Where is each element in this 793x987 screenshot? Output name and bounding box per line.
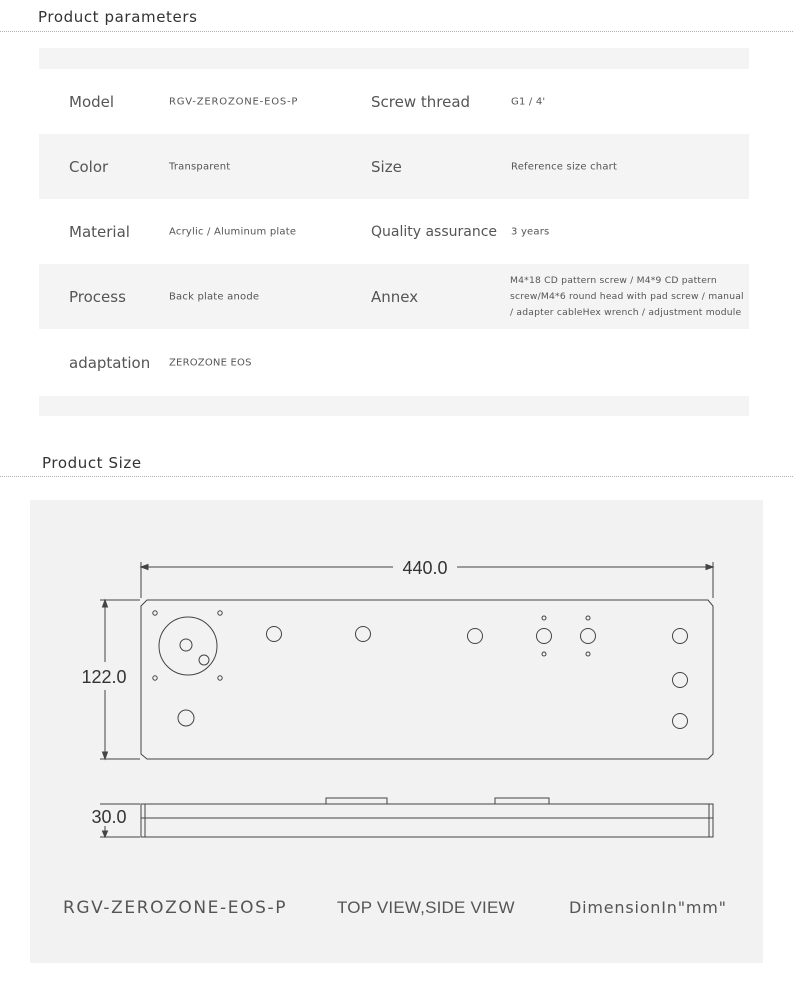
top-view-plate — [141, 600, 713, 759]
param-label-adaptation: adaptation — [69, 353, 151, 372]
param-label-size: Size — [371, 157, 402, 176]
param-value-color: Transparent — [169, 161, 231, 172]
param-value-size: Reference size chart — [511, 161, 618, 172]
height-dimension-label: 122.0 — [81, 667, 127, 687]
caption-unit: DimensionIn"mm" — [569, 898, 727, 917]
param-label-quality-assurance: Quality assurance — [371, 223, 498, 240]
caption-model: RGV-ZEROZONE-EOS-P — [63, 898, 288, 918]
param-value-model: RGV-ZEROZONE-EOS-P — [169, 96, 299, 107]
thickness-dimension-label: 30.0 — [91, 807, 127, 827]
param-value-adaptation: ZEROZONE EOS — [169, 357, 252, 368]
param-value-screw-thread: G1 / 4' — [511, 96, 546, 107]
width-dimension-label: 440.0 — [402, 558, 448, 578]
param-label-annex: Annex — [371, 287, 419, 306]
params-section-title: Product parameters — [38, 8, 198, 26]
param-label-color: Color — [69, 157, 109, 176]
param-label-process: Process — [69, 287, 126, 306]
param-value-process: Back plate anode — [169, 291, 260, 302]
param-value-material: Acrylic / Aluminum plate — [169, 226, 297, 237]
param-label-model: Model — [69, 92, 115, 111]
param-label-material: Material — [69, 222, 130, 241]
size-section-title: Product Size — [42, 454, 142, 472]
param-label-screw-thread: Screw thread — [371, 92, 471, 111]
param-value-annex: M4*18 CD pattern screw / M4*9 CD pattern screw/M4*6 round head with pad screw / manual / adapter cableHex wrench / adjustment module — [510, 274, 744, 318]
caption-views: TOP VIEW,SIDE VIEW — [337, 898, 515, 917]
param-value-quality-assurance: 3 years — [511, 226, 550, 237]
side-view-plate — [141, 798, 713, 837]
